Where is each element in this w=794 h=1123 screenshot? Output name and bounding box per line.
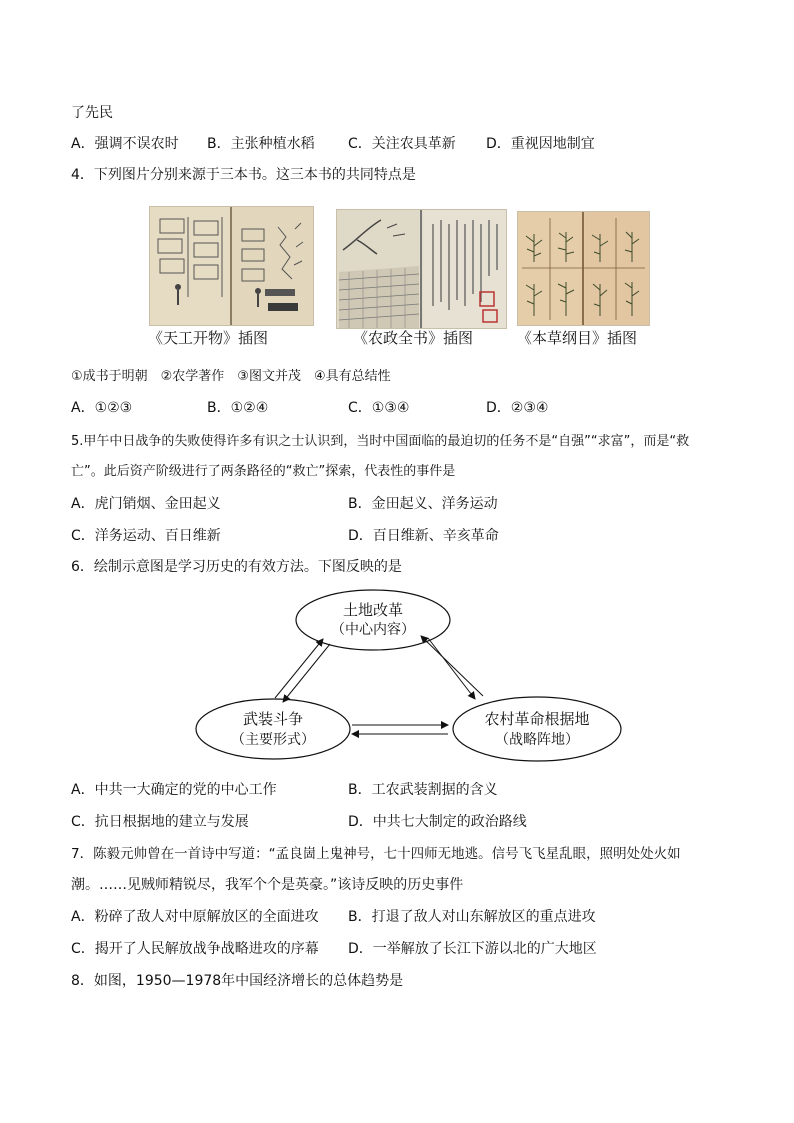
arrow-right-to-top xyxy=(421,636,483,696)
q4-option-c: C．①③④ xyxy=(348,400,410,416)
q6-stem: 6．绘制示意图是学习历史的有效方法。下图反映的是 xyxy=(71,559,402,575)
q4-option-a: A．①②③ xyxy=(71,400,133,416)
arrow-left-to-top xyxy=(275,639,323,698)
node-armed-struggle xyxy=(196,699,350,759)
q6-option-c: C．抗日根据地的建立与发展 xyxy=(71,814,249,830)
q3-option-b: B．主张种植水稻 xyxy=(207,136,315,152)
q7-option-d: D．一举解放了长江下游以北的广大地区 xyxy=(348,941,597,957)
right-node-title: 农村革命根据地 xyxy=(484,710,590,728)
top-node-title: 土地改革 xyxy=(342,601,404,619)
q8-stem: 8．如图，1950—1978年中国经济增长的总体趋势是 xyxy=(71,973,404,989)
arrow-top-to-right xyxy=(428,638,475,699)
q6-option-b: B．工农武装割据的含义 xyxy=(348,782,498,798)
q7-option-a: A．粉碎了敌人对中原解放区的全面进攻 xyxy=(71,909,319,925)
q6-option-d: D．中共七大制定的政治路线 xyxy=(348,814,527,830)
q7-stem-line1: 7．陈毅元帅曾在一首诗中写道：“孟良崮上鬼神号，七十四师无地逃。信号飞飞星乱眼，照明处处火如 xyxy=(71,846,681,862)
q3-option-a: A．强调不误农时 xyxy=(71,136,179,152)
tiangong-kaiwu-illustration xyxy=(149,206,314,326)
q5-stem-line1: 5.甲午中日战争的失败使得许多有识之士认识到，当时中国面临的最迫切的任务不是“自强”“求富”，而是“救 xyxy=(71,434,690,449)
q5-stem-line2: 亡”。此后资产阶级进行了两条路径的“救亡”探索，代表性的事件是 xyxy=(71,464,456,479)
q7-option-b: B．打退了敌人对山东解放区的重点进攻 xyxy=(348,909,596,925)
q5-option-b: B．金田起义、洋务运动 xyxy=(348,496,498,512)
q7-stem-line2: 潮。……见贼师精锐尽，我军个个是英豪。”该诗反映的历史事件 xyxy=(71,877,464,893)
q4-stem: 4．下列图片分别来源于三本书。这三本书的共同特点是 xyxy=(71,167,416,183)
node-rural-base xyxy=(453,697,621,761)
q4-option-b: B．①②④ xyxy=(207,400,269,416)
top-node-sub: （中心内容） xyxy=(331,622,415,638)
bencao-gangmu-illustration xyxy=(517,211,650,326)
q5-option-d: D．百日维新、辛亥革命 xyxy=(348,528,499,544)
q3-option-d: D．重视因地制宜 xyxy=(486,136,595,152)
q6-option-a: A．中共一大确定的党的中心工作 xyxy=(71,782,277,798)
q4-option-d: D．②③④ xyxy=(486,400,549,416)
arrow-top-to-left xyxy=(283,644,330,702)
continued-text: 了先民 xyxy=(71,105,113,121)
caption-nongzheng-quanshu: 《农政全书》插图 xyxy=(353,329,474,347)
caption-tiangong-kaiwu: 《天工开物》插图 xyxy=(148,329,269,347)
q3-option-c: C．关注农具革新 xyxy=(348,136,456,152)
q5-option-c: C．洋务运动、百日维新 xyxy=(71,528,221,544)
q7-option-c: C．揭开了人民解放战争战略进攻的序幕 xyxy=(71,941,319,957)
caption-bencao-gangmu: 《本草纲目》插图 xyxy=(517,329,638,347)
right-node-sub: （战略阵地） xyxy=(495,732,579,748)
left-node-sub: （主要形式） xyxy=(231,732,315,748)
land-revolution-diagram xyxy=(190,588,640,768)
nongzheng-quanshu-illustration xyxy=(336,209,507,329)
node-land-reform xyxy=(296,590,450,650)
left-node-title: 武装斗争 xyxy=(242,710,304,728)
q5-option-a: A．虎门销烟、金田起义 xyxy=(71,496,221,512)
q4-features: ①成书于明朝 ②农学著作 ③图文并茂 ④具有总结性 xyxy=(71,369,391,384)
